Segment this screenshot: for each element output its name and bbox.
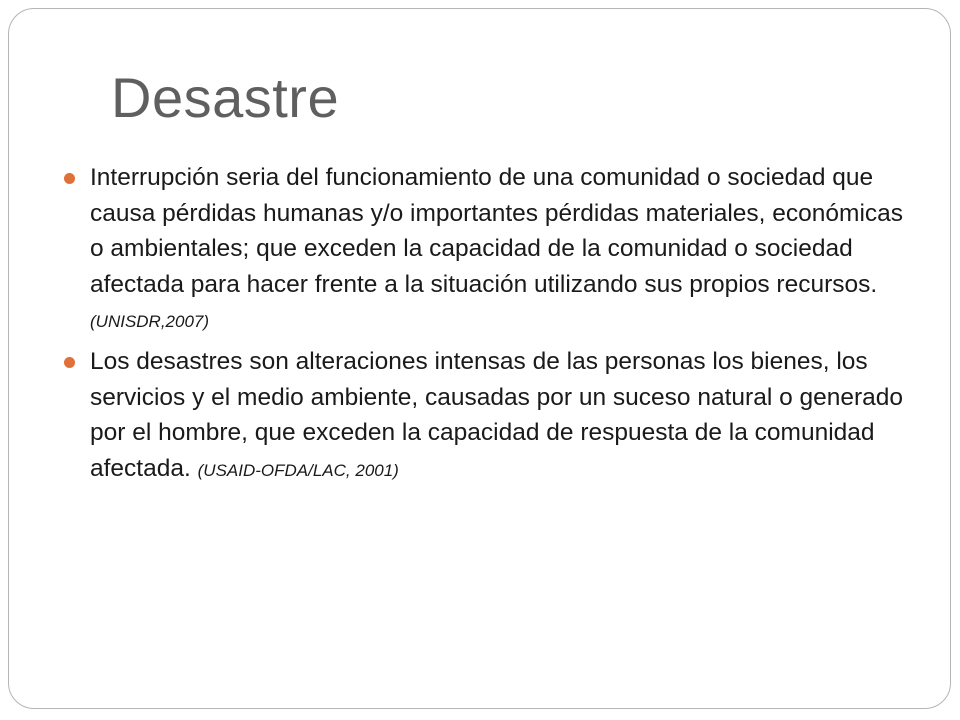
- bullet-dot-icon: [64, 173, 75, 184]
- citation-1: (UNISDR,2007): [90, 312, 210, 332]
- bullet-text-2: Los desastres son alteraciones intensas de las personas los bienes, los servicios y el medio ambiente, causadas por un suceso natural o generado por el hombre, que exceden la capacidad de respuesta de la comunidad afectada.: [90, 347, 904, 482]
- bullet-dot-icon: [64, 357, 75, 368]
- bullet-item-1: [90, 160, 920, 340]
- bullet-list: [90, 160, 920, 492]
- bullet-text-1: Interrupción seria del funcionamiento de una comunidad o sociedad que causa pérdidas humanas y/o importantes pérdidas materiales, económicas o ambientales; que exceden la capacidad de la comunidad o sociedad afectada para hacer frente a la situación utilizando sus propios recursos.: [90, 164, 904, 298]
- citation-2: (USAID-OFDA/LAC, 2001): [197, 460, 399, 480]
- slide-title: Desastre: [111, 66, 340, 129]
- bullet-item-2: [90, 344, 920, 488]
